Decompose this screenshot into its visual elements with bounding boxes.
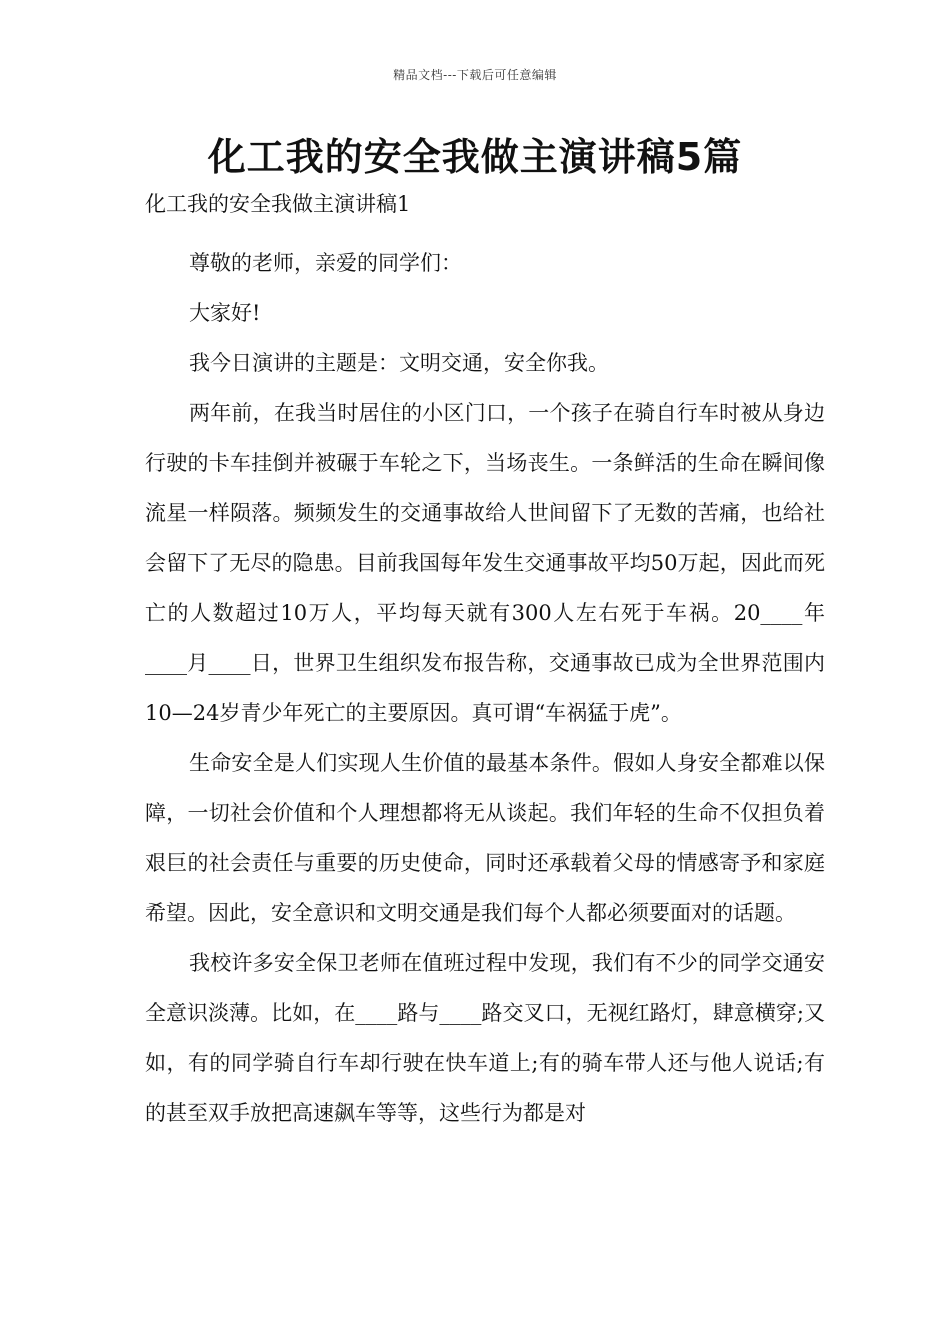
paragraph-hello: 大家好!	[189, 301, 261, 325]
paragraph-greeting: 尊敬的老师，亲爱的同学们：	[189, 251, 462, 275]
paragraph-school-observation: 我校许多安全保卫老师在值班过程中发现，我们有不少的同学交通安全意识淡薄。比如，在____路与____路交叉口，无视红路灯，肆意横穿;又如，有的同学骑自行车却行驶在快车道上;有的骑车带人还与他人说话;有的甚至双手放把高速飙车等等，这些行为都是对	[145, 951, 825, 1125]
header-note: 精品文档---下载后可任意编辑	[393, 68, 557, 82]
document-subtitle: 化工我的安全我做主演讲稿1	[145, 192, 411, 216]
paragraph-accident-story: 两年前，在我当时居住的小区门口，一个孩子在骑自行车时被从身边行驶的卡车挂倒并被碾于车轮之下，当场丧生。一条鲜活的生命在瞬间像流星一样陨落。频频发生的交通事故给人世间留下了无数的苦痛，也给社会留下了无尽的隐患。目前我国每年发生交通事故平均50万起，因此而死亡的人数超过10万人，平均每天就有300人左右死于车祸。20____年____月____日，世界卫生组织发布报告称，交通事故已成为全世界范围内10—24岁青少年死亡的主要原因。真可谓“车祸猛于虎”。	[145, 401, 825, 725]
paragraph-life-safety: 生命安全是人们实现人生价值的最基本条件。假如人身安全都难以保障，一切社会价值和个人理想都将无从谈起。我们年轻的生命不仅担负着艰巨的社会责任与重要的历史使命，同时还承载着父母的情感寄予和家庭希望。因此，安全意识和文明交通是我们每个人都必须要面对的话题。	[145, 751, 825, 925]
document-body	[145, 238, 825, 1138]
paragraph-topic: 我今日演讲的主题是：文明交通，安全你我。	[189, 351, 609, 375]
document-title: 化工我的安全我做主演讲稿5篇	[207, 135, 743, 179]
